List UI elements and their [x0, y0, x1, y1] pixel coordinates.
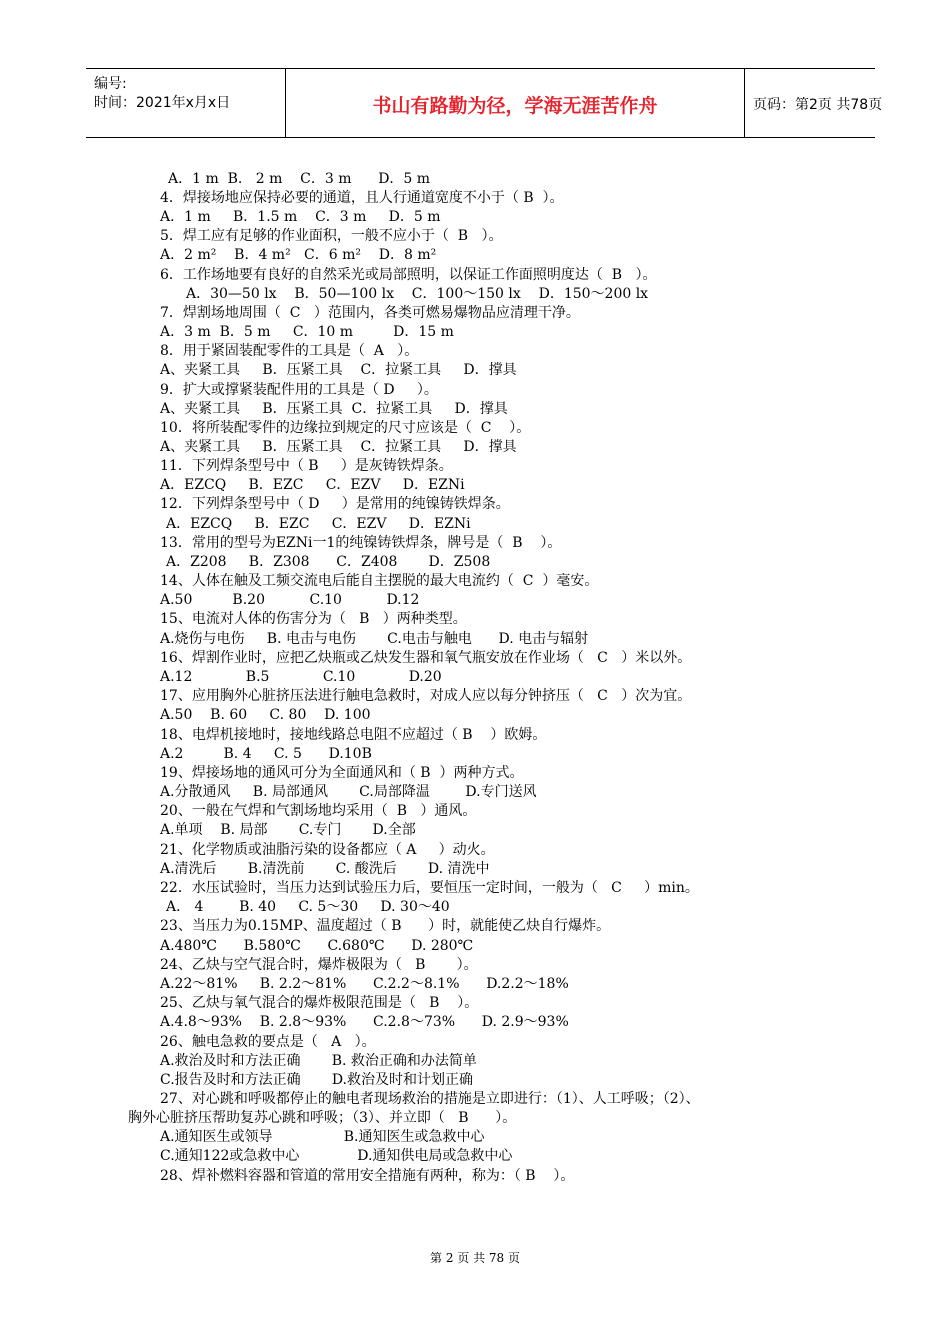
text-line: A.12 B.5 C.10 D.20 — [160, 669, 442, 685]
text-line: 7．焊割场地周围（ C ）范围内，各类可燃易爆物品应清理干净。 — [160, 305, 580, 321]
text-line: 21、化学物质或油脂污染的设备都应（ A ）动火。 — [160, 842, 495, 858]
text-line: A、夹紧工具 B．压紧工具 C．拉紧工具 D．撑具 — [160, 362, 517, 378]
page-header — [86, 68, 883, 138]
document-date-label: 时间：2021年x月x日 — [94, 95, 231, 111]
text-line: 12．下列焊条型号中（ D ）是常用的纯镍铸铁焊条。 — [160, 496, 510, 512]
text-line: 10．将所装配零件的边缘拉到规定的尺寸应该是（ C ）。 — [160, 420, 531, 436]
text-line: A.50 B.20 C.10 D.12 — [160, 592, 420, 608]
text-line: A.50 B. 60 C. 80 D. 100 — [160, 707, 371, 723]
document-code-label: 编号: — [94, 76, 127, 92]
text-line: A.烧伤与电伤 B. 电击与电伤 C.电击与触电 D. 电击与辐射 — [160, 631, 589, 647]
text-line: A.分散通风 B. 局部通风 C.局部降温 D.专门送风 — [160, 784, 537, 800]
text-line: A.单项 B. 局部 C.专门 D.全部 — [160, 822, 416, 838]
text-line: 胸外心脏挤压帮助复苏心跳和呼吸；（3）、并立即（ B ）。 — [128, 1110, 517, 1126]
text-line: 16、焊割作业时，应把乙炔瓶或乙炔发生器和氧气瓶安放在作业场（ C ）米以外。 — [160, 650, 692, 666]
text-line: 11．下列焊条型号中（ B ）是灰铸铁焊条。 — [160, 458, 453, 474]
text-line: 8．用于紧固装配零件的工具是（ A ）。 — [160, 343, 419, 359]
text-line: 27、对心跳和呼吸都停止的触电者现场救治的措施是立即进行：（1）、人工呼吸；（2）、 — [160, 1091, 700, 1107]
text-line: C.通知122或急救中心 D.通知供电局或急救中心 — [160, 1148, 513, 1164]
text-line: A．EZCQ B．EZC C．EZV D．EZNi — [160, 477, 465, 493]
text-line: A．2 m² B．4 m² C．6 m² D．8 m² — [160, 247, 437, 263]
motto-text: 书山有路勤为径，学海无涯苦作舟 — [372, 95, 658, 117]
text-line: A．1 m B. 2 m C．3 m D．5 m — [168, 171, 431, 187]
text-line: A.清洗后 B.清洗前 C. 酸洗后 D. 清洗中 — [160, 861, 490, 877]
text-line: 15、电流对人体的伤害分为（ B ）两种类型。 — [160, 611, 467, 627]
text-line: A． 4 B. 40 C. 5～30 D. 30～40 — [166, 899, 450, 915]
text-line: 17、应用胸外心脏挤压法进行触电急救时，对成人应以每分钟挤压（ C ）次为宜。 — [160, 688, 692, 704]
text-line: 9．扩大或撑紧装配件用的工具是（ D ）。 — [160, 382, 438, 398]
header-left-cell — [86, 69, 285, 137]
text-line: 14、人体在触及工频交流电后能自主摆脱的最大电流约（ C ）毫安。 — [160, 573, 599, 589]
text-line: 22．水压试验时，当压力达到试验压力后，要恒压一定时间，一般为（ C ）min。 — [160, 880, 699, 896]
text-line: 6．工作场地要有良好的自然采光或局部照明，以保证工作面照明度达（ B ）。 — [160, 267, 657, 283]
text-line: 4．焊接场地应保持必要的通道，且人行通道宽度不小于（ B ）。 — [160, 190, 564, 206]
text-line: A、夹紧工具 B．压紧工具 C．拉紧工具 D．撑具 — [160, 439, 517, 455]
text-line: C.报告及时和方法正确 D.救治及时和计划正确 — [160, 1072, 473, 1088]
text-line: 5．焊工应有足够的作业面积，一般不应小于（ B ）。 — [160, 228, 503, 244]
text-line: A.2 B. 4 C. 5 D.10B — [160, 746, 372, 762]
text-line: 20、一般在气焊和气割场地均采用（ B ）通风。 — [160, 803, 477, 819]
text-line: A.22～81% B. 2.2～81% C.2.2～8.1% D.2.2～18% — [160, 976, 569, 992]
text-line: 26、触电急救的要点是（ A ）。 — [160, 1034, 376, 1050]
text-line: A．Z208 B．Z308 C．Z408 D．Z508 — [166, 554, 491, 570]
text-line: A．1 m B．1.5 m C．3 m D．5 m — [160, 209, 441, 225]
text-line: A、夹紧工具 B．压紧工具 C．拉紧工具 D．撑具 — [160, 401, 508, 417]
text-line: 18、电焊机接地时，接地线路总电阻不应超过（ B ）欧姆。 — [160, 727, 547, 743]
page-footer: 第 2 页 共 78 页 — [430, 1251, 520, 1265]
text-line: 25、乙炔与氧气混合的爆炸极限范围是（ B ）。 — [160, 995, 479, 1011]
text-line: A．EZCQ B．EZC C．EZV D．EZNi — [166, 516, 471, 532]
text-line: A.4.8～93% B. 2.8～93% C.2.8～73% D. 2.9～93% — [160, 1014, 569, 1030]
text-line: A.通知医生或领导 B.通知医生或急救中心 — [160, 1129, 485, 1145]
text-line: 13．常用的型号为EZNi一1的纯镍铸铁焊条，牌号是（ B ）。 — [160, 535, 562, 551]
text-line: A.救治及时和方法正确 B. 救治正确和办法简单 — [160, 1053, 477, 1069]
text-line: A.480℃ B.580℃ C.680℃ D. 280℃ — [160, 938, 474, 954]
text-line: 24、乙炔与空气混合时，爆炸极限为（ B ）。 — [160, 957, 478, 973]
header-right-cell — [745, 69, 883, 137]
text-line: A．3 m B．5 m C．10 m D．15 m — [160, 324, 454, 340]
header-motto-cell — [285, 69, 745, 137]
text-line: 23、当压力为0.15MP、温度超过（ B ）时，就能使乙炔自行爆炸。 — [160, 918, 611, 934]
text-line: A．30—50 lx B．50—100 lx C．100～150 lx D．150～200 lx — [186, 286, 649, 302]
text-line: 19、焊接场地的通风可分为全面通风和（ B ）两种方式。 — [160, 765, 524, 781]
text-line: 28、焊补燃料容器和管道的常用安全措施有两种，称为：（ B ）。 — [160, 1168, 575, 1184]
page-number-label: 页码：第2页 共78页 — [753, 97, 883, 113]
